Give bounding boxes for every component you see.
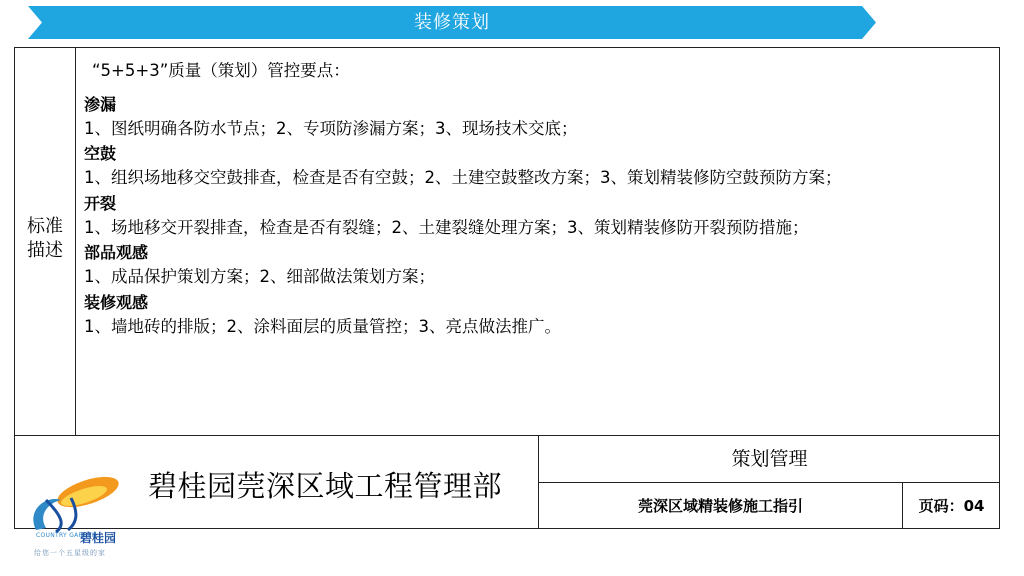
logo-slogan: 给您一个五星级的家: [34, 549, 106, 557]
section-heading: 渗漏: [84, 94, 117, 114]
category-label: 策划管理: [731, 448, 808, 470]
section-text: 1、成品保护策划方案；2、细部做法策划方案；: [84, 267, 435, 287]
section-heading: 空鼓: [84, 144, 117, 164]
section-text: 1、图纸明确各防水节点；2、专项防渗漏方案；3、现场技术交底；: [84, 118, 578, 138]
label-line-2: 描述: [27, 240, 63, 261]
standard-description-content: [84, 58, 989, 339]
guide-title: 莞深区域精装修施工指引: [637, 497, 803, 515]
section-text: 1、组织场地移交空鼓排查，检查是否有空鼓；2、土建空鼓整改方案；3、策划精装修防空鼓预防方案；: [84, 168, 842, 188]
label-line-1: 标准: [27, 216, 63, 237]
standard-description-label: [14, 215, 76, 263]
section-text: 1、墙地砖的排版；2、涂料面层的质量管控；3、亮点做法推广。: [84, 316, 561, 336]
intro-text: “5+5+3”质量（策划）管控要点：: [92, 61, 350, 80]
department-name: 碧桂园莞深区域工程管理部: [148, 469, 503, 503]
page-number: 页码：04: [918, 497, 985, 515]
section-heading: 开裂: [84, 193, 117, 213]
section-text: 1、场地移交开裂排查，检查是否有裂缝；2、土建裂缝处理方案；3、策划精装修防开裂预防措施；: [84, 217, 809, 237]
section-heading: 部品观感: [84, 243, 149, 263]
section-heading: 装修观感: [84, 292, 149, 312]
country-garden-logo-icon: [16, 470, 126, 560]
logo-english-text: COUNTRY GARDEN: [36, 532, 97, 539]
label-column: [14, 47, 76, 436]
banner-title: 装修策划: [414, 12, 490, 33]
logo-chinese-text: 碧桂园: [80, 531, 117, 545]
header-banner: [28, 6, 876, 39]
